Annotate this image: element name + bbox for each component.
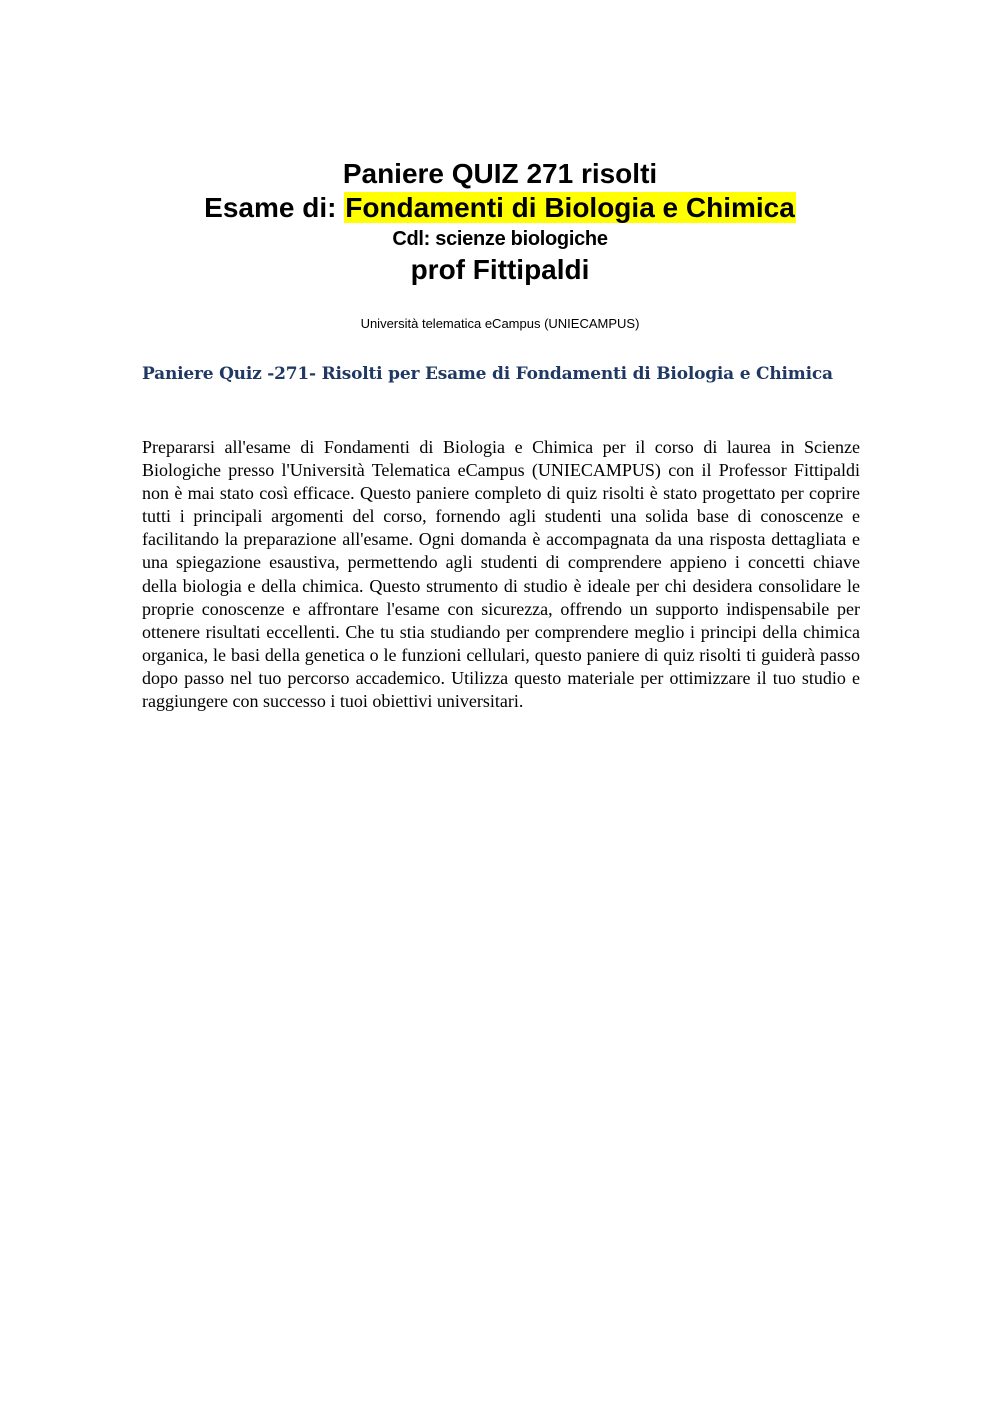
section-heading: Paniere Quiz -271- Risolti per Esame di Fondamenti di Biologia e Chimica — [142, 364, 833, 384]
exam-title-prefix: Esame di: — [204, 192, 345, 223]
degree-course: Cdl: scienze biologiche — [392, 228, 608, 250]
body-paragraph: Prepararsi all'esame di Fondamenti di Biologia e Chimica per il corso di laurea in Scienze Biologiche presso l'Università Telematica eCampus (UNIECAMPUS) con il Professor Fittipaldi non è mai stato così efficace. Questo paniere completo di quiz risolti è stato progettato per coprire tutti i principali argomenti del corso, fornendo agli studenti una solida base di conoscenze e facilitando la preparazione all'esame. Ogni domanda è accompagnata da una risposta dettagliata e una spiegazione esaustiva, permettendo agli studenti di comprendere appieno i concetti chiave della biologia e della chimica. Questo strumento di studio è ideale per chi desidera consolidare le proprie conoscenze e affrontare l'esame con sicurezza, offrendo un supporto indispensabile per ottenere risultati eccellenti. Che tu stia studiando per comprendere meglio i principi della chimica organica, le basi della genetica o le funzioni cellulari, questo paniere di quiz risolti ti guiderà passo dopo passo nel tuo percorso accademico. Utilizza questo materiale per ottimizzare il tuo studio e raggiungere con successo i tuoi obiettivi universitari. — [142, 437, 860, 712]
title-block — [0, 156, 1000, 288]
professor-name: prof Fittipaldi — [410, 254, 590, 285]
university-name: Università telematica eCampus (UNIECAMPUS) — [360, 316, 640, 331]
exam-title — [0, 192, 1000, 226]
exam-subject-highlight: Fondamenti di Biologia e Chimica — [345, 192, 795, 223]
document-title: Paniere QUIZ 271 risolti — [342, 158, 658, 189]
